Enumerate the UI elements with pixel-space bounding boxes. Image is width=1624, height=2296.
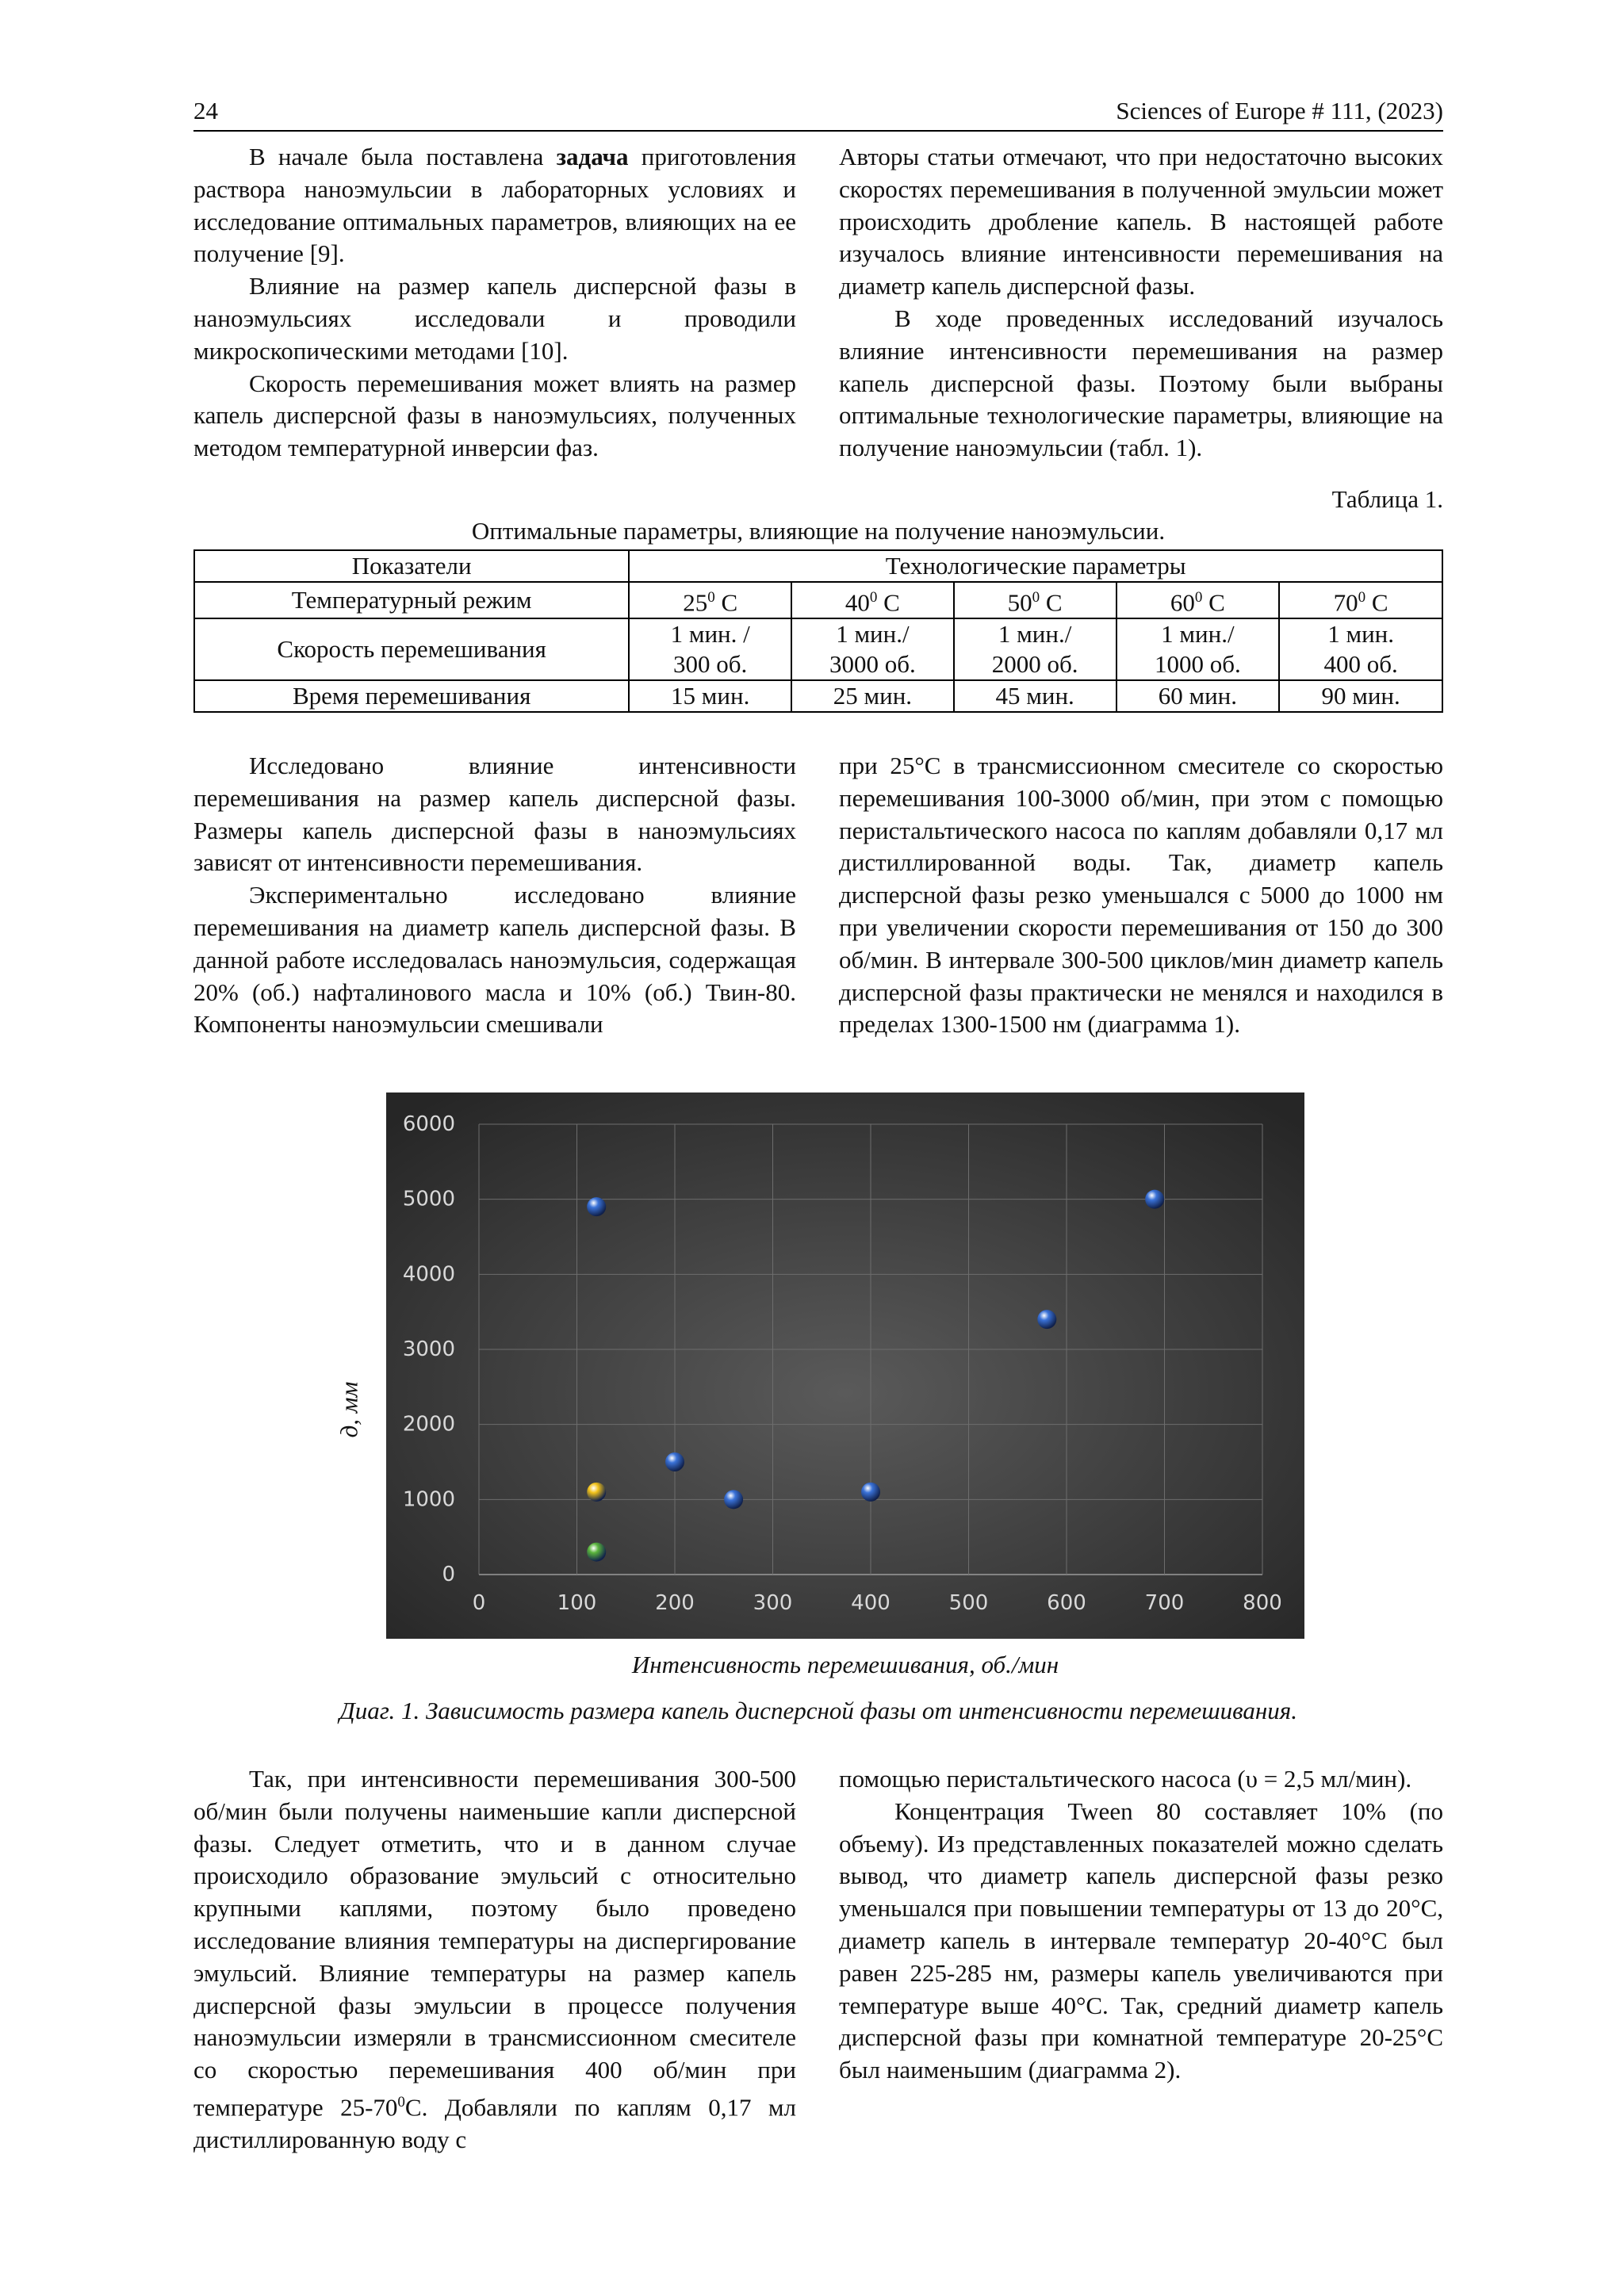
paragraph: Скорость перемешивания может влиять на размер капель дисперсной фазы в наноэмульсиях, полученных методом температурной инверсии фаз.: [193, 369, 796, 462]
text-span: В начале была поставлена: [249, 143, 557, 170]
table-number: Таблица 1.: [1331, 485, 1443, 513]
data-point-blue: [1037, 1310, 1056, 1329]
table-row: [194, 550, 1442, 582]
table-cell-speed: 1 мин. / 300 об.: [629, 618, 791, 680]
table-cell-speed: 1 мин./ 3000 об.: [791, 618, 954, 680]
page-header: [193, 94, 1443, 130]
journal-title: Sciences of Europe # 111, (2023): [1116, 97, 1443, 124]
paragraph: Авторы статьи отмечают, что при недостаточно высоких скоростях перемешивания в полученной эмульсии может происходить дробление капель. В настоящей работе изучалось влияние интенсивности перемешивания на диаметр капель дисперсной фазы.: [839, 143, 1443, 300]
paragraph: Экспериментально исследовано влияние перемешивания на диаметр капель дисперсной фазы. В данной работе исследовалась наноэмульсия, содержащая 20% (об.) нафталинового масла и 10% (об.) Твин-80. Компоненты наноэмульсии смешивали: [193, 881, 796, 1039]
table-cell-temp: $40^0$ C: [791, 582, 954, 618]
table-cell-temp: $50^0$ C: [954, 582, 1116, 618]
middle-left-column: [193, 750, 796, 1041]
chart-background: [386, 1093, 1304, 1639]
x-axis-label: Интенсивность перемешивания, об./мин: [631, 1651, 1059, 1678]
table-cell-temp: $70^0$ C: [1279, 582, 1442, 618]
x-tick-label: 800: [1243, 1591, 1282, 1615]
bold-term: задача: [556, 143, 629, 170]
table-row: [194, 680, 1442, 712]
bottom-right-column: [839, 1763, 1443, 2087]
table-cell-speed: 1 мин./ 2000 об.: [954, 618, 1116, 680]
table-row: [194, 582, 1442, 618]
x-tick-label: 700: [1144, 1591, 1185, 1615]
data-point-blue: [1145, 1190, 1164, 1209]
data-point-green: [587, 1543, 606, 1562]
header-rule: [193, 130, 1443, 132]
paragraph: при 25°C в трансмиссионном смесителе со скоростью перемешивания 100-3000 об/мин, при этом с помощью перистальтического насоса по каплям добавляли 0,17 мл дистиллированной воды. Так, диаметр капель дисперсной фазы резко уменьшался с 5000 до 1000 нм при увеличении скорости перемешивания от 150 до 300 об/мин. В интервале 300-500 циклов/мин диаметр капель дисперсной фазы практически не менялся и находился в пределах 1300-1500 нм (диаграмма 1).: [839, 752, 1443, 1039]
table-cell-label: Время перемешивания: [194, 680, 629, 712]
superscript: 0: [397, 2093, 405, 2110]
table-row: [194, 618, 1442, 680]
x-tick-label: 400: [851, 1591, 891, 1615]
paragraph: Концентрация Tween 80 составляет 10% (по объему). Из представленных показателей можно сделать вывод, что диаметр капель дисперсной фазы резко уменьшался при повышении температуры от 13 до 20°C, диаметр капель в интервале температур 20-40°C был равен 225-285 нм, размеры капель увеличиваются при температуре выше 40°C. Так, средний диаметр капель дисперсной фазы при комнатной температуре 20-25°C был наименьшим (диаграмма 2).: [839, 1797, 1443, 2084]
y-tick-label: 2000: [402, 1412, 455, 1437]
bottom-left-column: [193, 1763, 796, 2156]
paragraph: [193, 141, 796, 270]
x-tick-label: 500: [948, 1591, 989, 1615]
table-cell-temp: $60^0$ C: [1116, 582, 1280, 618]
figure-caption: Диаг. 1. Зависимость размера капель дисперсной фазы от интенсивности перемешивания.: [339, 1697, 1297, 1724]
text-span: C. Добавляли по каплям 0,17 мл дистиллированную воду с: [193, 2093, 796, 2154]
table-header-cell: Технологические параметры: [629, 550, 1442, 582]
paragraph: Влияние на размер капель дисперсной фазы в наноэмульсиях исследовали и проводили микроскопическими методами [10].: [193, 272, 796, 365]
middle-right-column: [839, 750, 1443, 1041]
text-span: приготовления раствора наноэмульсии в лабораторных условиях и исследование оптимальных параметров, влияющих на ее получение [9].: [193, 143, 796, 268]
y-tick-label: 3000: [402, 1337, 455, 1361]
table-cell-speed: 1 мин. 400 об.: [1279, 618, 1442, 680]
data-point-yellow: [587, 1483, 606, 1502]
data-point-blue: [724, 1490, 743, 1509]
x-tick-label: 600: [1047, 1591, 1086, 1615]
data-point-blue: [861, 1483, 880, 1502]
data-point-blue: [587, 1197, 606, 1216]
table-cell-temp: $25^0$ C: [629, 582, 791, 618]
chart-svg: [386, 1093, 1304, 1639]
x-tick-label: 200: [655, 1591, 695, 1615]
y-tick-label: 1000: [402, 1487, 455, 1512]
parameters-table: [193, 549, 1443, 713]
data-point-blue: [665, 1452, 684, 1471]
table-cell-time: 15 мин.: [629, 680, 791, 712]
x-tick-label: 300: [753, 1591, 793, 1615]
table-cell-label: Скорость перемешивания: [194, 618, 629, 680]
page-number: 24: [193, 97, 218, 124]
top-left-column: [193, 141, 796, 465]
y-tick-label: 4000: [402, 1262, 455, 1287]
paragraph: помощью перистальтического насоса (υ = 2,5 мл/мин).: [839, 1765, 1412, 1793]
paragraph: В ходе проведенных исследований изучалось влияние интенсивности перемешивания на размер капель дисперсной фазы. Поэтому были выбраны оптимальные технологические параметры, влияющие на получение наноэмульсии (табл. 1).: [839, 304, 1443, 462]
table-cell-label: Температурный режим: [194, 582, 629, 618]
top-right-column: [839, 141, 1443, 465]
x-tick-label: 0: [472, 1591, 486, 1615]
table-cell-time: 60 мин.: [1116, 680, 1280, 712]
table-cell-time: 25 мин.: [791, 680, 954, 712]
table-cell-time: 90 мин.: [1279, 680, 1442, 712]
y-tick-label: 6000: [402, 1112, 455, 1136]
paragraph: [193, 1763, 796, 2156]
scatter-chart: [386, 1093, 1304, 1639]
table-cell-time: 45 мин.: [954, 680, 1116, 712]
y-axis-label: д, мм: [335, 1381, 363, 1438]
x-tick-label: 100: [557, 1591, 597, 1615]
text-span: Так, при интенсивности перемешивания 300-500 об/мин были получены наименьшие капли дисперсной фазы. Следует отметить, что и в данном случае происходило образование эмульсий с относительно крупными каплями, поэтому было проведено исследование влияния температуры на диспергирование эмульсий. Влияние температуры на размер капель дисперсной фазы эмульсии в процессе получения наноэмульсии измеряли в трансмиссионном смесителе со скоростью перемешивания 400 об/мин при температуре 25-70: [193, 1765, 796, 2122]
table-header-cell: Показатели: [194, 550, 629, 582]
y-tick-label: 5000: [402, 1187, 455, 1211]
y-tick-label: 0: [442, 1563, 455, 1586]
table-title: Оптимальные параметры, влияющие на получение наноэмульсии.: [471, 517, 1166, 545]
paragraph: Исследовано влияние интенсивности перемешивания на размер капель дисперсной фазы. Размеры капель дисперсной фазы в наноэмульсиях зависят от интенсивности перемешивания.: [193, 752, 796, 877]
table-cell-speed: 1 мин./ 1000 об.: [1116, 618, 1280, 680]
